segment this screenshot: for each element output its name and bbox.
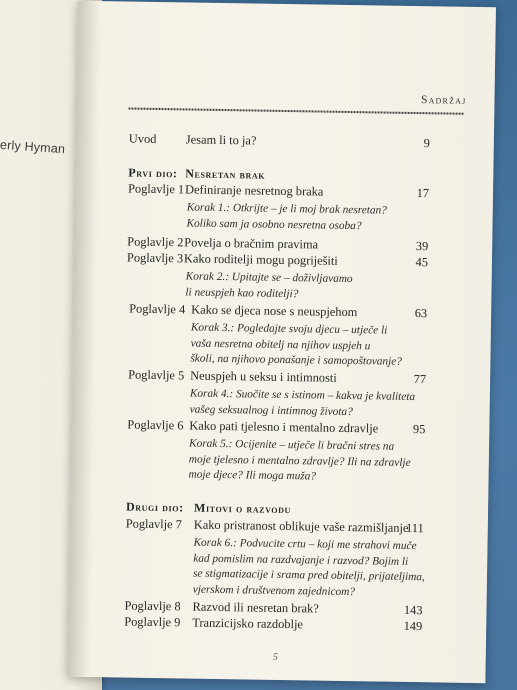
toc-label: Poglavlje 3 (126, 250, 184, 266)
part-label: Prvi dio: (128, 165, 178, 181)
toc-label: Poglavlje 7 (125, 516, 183, 532)
toc-label: Poglavlje 5 (128, 367, 185, 383)
toc-label: Poglavlje 2 (127, 234, 184, 250)
toc-label: Poglavlje 4 (129, 301, 186, 317)
toc-page-number: 63 (414, 306, 428, 321)
toc-title: Definiranje nesretnog braka (184, 182, 324, 199)
toc-step-text: Korak 1.: Otkrijte – je li moj brak nesretan? Koliko sam ja osobno nesretna osoba? (186, 201, 387, 232)
toc-page-number: 9 (423, 136, 430, 151)
page-folio-number: 5 (272, 651, 278, 663)
toc-step-text: Korak 3.: Pogledajte svoju djecu – utječe li vaša nesretna obitelj na njihov uspjeh u školi, na njihovo ponašanje i samopoštovanje? (190, 321, 402, 368)
toc-title: Kako se djeca nose s neuspjehom (191, 302, 358, 320)
toc-step-text: Korak 2.: Upitajte se – doživljavamo li neuspjeh kao roditelji? (185, 270, 353, 300)
toc-title: Kako roditelji mogu pogriješiti (183, 251, 338, 268)
toc-label: Uvod (128, 131, 157, 146)
toc-step-text: Korak 6.: Podvucite crtu – koji me strahovi muče kad pomislim na razdvajanje i razvod? Bojim li se stigmatizacije i srama pred obitelji, prijateljima, vjerskom i društvenom zajednicom? (192, 536, 425, 598)
toc-title: Jesam li to ja? (185, 132, 257, 148)
running-header: Sadržaj (420, 94, 467, 107)
part-label: Drugi dio: (125, 499, 184, 515)
toc-page-number: 45 (415, 255, 429, 270)
toc-title: Razvod ili nesretan brak? (192, 599, 319, 616)
header-rule (128, 108, 464, 115)
toc-page-number: 111 (406, 520, 424, 536)
toc-step-text: Korak 5.: Ocijenite – utječe li bračni stres na moje tjelesno i mentalno zdravlje? Ili na zdravlje moje djece? Ili moga muža? (188, 437, 411, 483)
table-of-contents-page (67, 1, 496, 683)
toc-page-number: 39 (415, 239, 429, 254)
toc-label: Poglavlje 8 (124, 598, 181, 614)
author-name-fragment: erly Hyman (0, 137, 66, 157)
toc-title: Kako pati tjelesno i mentalno zdravlje (189, 418, 379, 436)
toc-page-number: 17 (416, 186, 430, 201)
toc-title: Povelja o bračnim pravima (184, 235, 319, 252)
toc-page-number: 143 (403, 602, 423, 618)
toc-title: Neuspjeh u seksu i intimnosti (190, 368, 337, 385)
toc-page-number: 77 (413, 372, 427, 387)
toc-page-number: 95 (412, 422, 426, 437)
toc-title: Tranzicijsko razdoblje (192, 615, 304, 632)
toc-title: Kako pristranost oblikuje vaše razmišljanje (193, 517, 409, 535)
part-title: Mitovi o razvodu (193, 500, 292, 517)
toc-step-text: Korak 4.: Suočite se s istinom – kakva je kvaliteta vašeg seksualnog i intimnog života? (189, 387, 416, 418)
part-title: Nesretan brak (185, 166, 266, 182)
toc-page-number: 149 (403, 618, 423, 634)
toc-label: Poglavlje 1 (127, 181, 185, 197)
toc-label: Poglavlje 9 (124, 614, 181, 630)
toc-label: Poglavlje 6 (127, 417, 184, 433)
